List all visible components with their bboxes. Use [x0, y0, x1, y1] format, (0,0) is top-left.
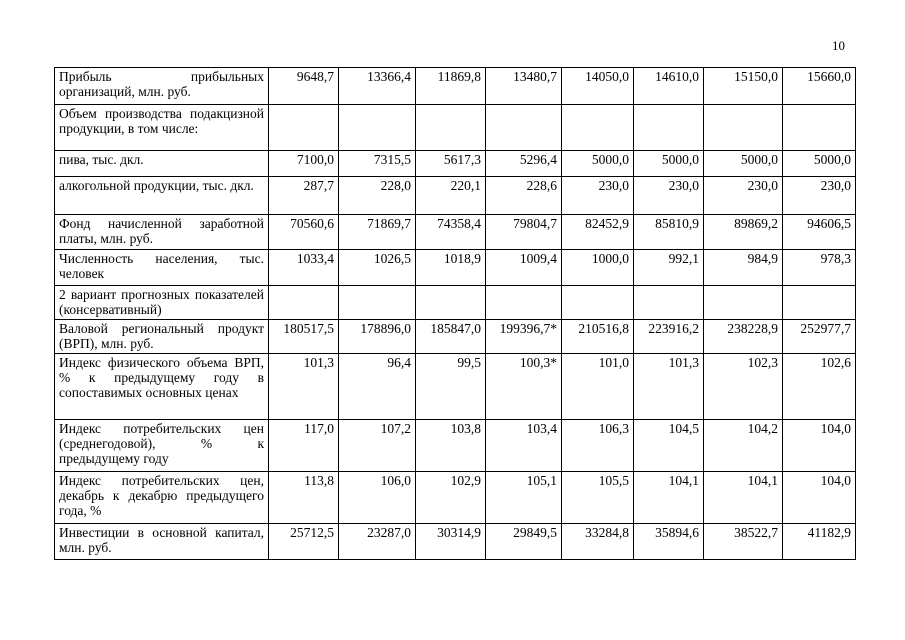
value-cell: 252977,7: [783, 320, 856, 354]
value-cell: 117,0: [269, 420, 339, 472]
value-cell: 106,3: [562, 420, 634, 472]
value-cell: [783, 105, 856, 151]
value-cell: 14050,0: [562, 68, 634, 105]
value-cell: [783, 286, 856, 320]
forecast-table: [54, 67, 856, 560]
value-cell: 101,3: [269, 354, 339, 420]
row-label: Фонд начисленной заработной платы, млн. руб.: [55, 215, 269, 250]
value-cell: 1000,0: [562, 250, 634, 286]
value-cell: 5617,3: [416, 151, 486, 177]
table-row: [55, 354, 856, 420]
value-cell: 210516,8: [562, 320, 634, 354]
table-row: [55, 420, 856, 472]
value-cell: [416, 105, 486, 151]
value-cell: 228,6: [486, 177, 562, 215]
value-cell: 7315,5: [339, 151, 416, 177]
value-cell: 79804,7: [486, 215, 562, 250]
value-cell: [269, 105, 339, 151]
value-cell: 102,6: [783, 354, 856, 420]
value-cell: 94606,5: [783, 215, 856, 250]
value-cell: 1009,4: [486, 250, 562, 286]
value-cell: 105,5: [562, 472, 634, 524]
value-cell: 7100,0: [269, 151, 339, 177]
value-cell: 74358,4: [416, 215, 486, 250]
value-cell: 104,1: [704, 472, 783, 524]
value-cell: 5000,0: [783, 151, 856, 177]
value-cell: 5000,0: [562, 151, 634, 177]
value-cell: 99,5: [416, 354, 486, 420]
value-cell: 230,0: [634, 177, 704, 215]
value-cell: 5296,4: [486, 151, 562, 177]
table-row: [55, 250, 856, 286]
value-cell: 287,7: [269, 177, 339, 215]
value-cell: 230,0: [562, 177, 634, 215]
row-label: Численность населения, тыс. человек: [55, 250, 269, 286]
value-cell: [562, 286, 634, 320]
value-cell: 85810,9: [634, 215, 704, 250]
row-label: Валовой региональный продукт (ВРП), млн. руб.: [55, 320, 269, 354]
value-cell: 220,1: [416, 177, 486, 215]
table-row: [55, 151, 856, 177]
value-cell: [562, 105, 634, 151]
table-row: [55, 286, 856, 320]
value-cell: 33284,8: [562, 524, 634, 560]
value-cell: 228,0: [339, 177, 416, 215]
value-cell: 101,0: [562, 354, 634, 420]
value-cell: [269, 286, 339, 320]
value-cell: 113,8: [269, 472, 339, 524]
row-label: Индекс потребительских цен (среднегодовой), % к предыдущему году: [55, 420, 269, 472]
table-row: [55, 320, 856, 354]
value-cell: 178896,0: [339, 320, 416, 354]
value-cell: 103,4: [486, 420, 562, 472]
value-cell: 71869,7: [339, 215, 416, 250]
value-cell: 104,5: [634, 420, 704, 472]
value-cell: 30314,9: [416, 524, 486, 560]
value-cell: 104,1: [634, 472, 704, 524]
value-cell: 1018,9: [416, 250, 486, 286]
value-cell: 978,3: [783, 250, 856, 286]
value-cell: 35894,6: [634, 524, 704, 560]
value-cell: [634, 105, 704, 151]
row-label: Индекс потребительских цен, декабрь к декабрю предыдущего года, %: [55, 472, 269, 524]
value-cell: 9648,7: [269, 68, 339, 105]
value-cell: 5000,0: [704, 151, 783, 177]
value-cell: 15150,0: [704, 68, 783, 105]
value-cell: 185847,0: [416, 320, 486, 354]
value-cell: 25712,5: [269, 524, 339, 560]
value-cell: 11869,8: [416, 68, 486, 105]
value-cell: 41182,9: [783, 524, 856, 560]
value-cell: 103,8: [416, 420, 486, 472]
value-cell: 230,0: [783, 177, 856, 215]
value-cell: 5000,0: [634, 151, 704, 177]
table-row: [55, 524, 856, 560]
row-label: Инвестиции в основной капитал, млн. руб.: [55, 524, 269, 560]
value-cell: 101,3: [634, 354, 704, 420]
row-label: Прибыль прибыльных организаций, млн. руб.: [55, 68, 269, 105]
value-cell: [339, 105, 416, 151]
value-cell: 230,0: [704, 177, 783, 215]
value-cell: 1033,4: [269, 250, 339, 286]
table-row: [55, 177, 856, 215]
value-cell: 106,0: [339, 472, 416, 524]
row-label: пива, тыс. дкл.: [55, 151, 269, 177]
value-cell: [486, 286, 562, 320]
row-label: 2 вариант прогнозных показателей (консервативный): [55, 286, 269, 320]
value-cell: [416, 286, 486, 320]
value-cell: 984,9: [704, 250, 783, 286]
row-label: Индекс физического объема ВРП, % к предыдущему году в сопоставимых основных ценах: [55, 354, 269, 420]
value-cell: 180517,5: [269, 320, 339, 354]
value-cell: 100,3*: [486, 354, 562, 420]
row-label: алкогольной продукции, тыс. дкл.: [55, 177, 269, 215]
row-label: Объем производства подакцизной продукции, в том числе:: [55, 105, 269, 151]
value-cell: 199396,7*: [486, 320, 562, 354]
value-cell: 23287,0: [339, 524, 416, 560]
table-row: [55, 215, 856, 250]
value-cell: 13366,4: [339, 68, 416, 105]
table-row: [55, 105, 856, 151]
value-cell: 70560,6: [269, 215, 339, 250]
page-number: 10: [832, 38, 845, 53]
value-cell: [339, 286, 416, 320]
value-cell: [486, 105, 562, 151]
value-cell: 13480,7: [486, 68, 562, 105]
value-cell: 105,1: [486, 472, 562, 524]
table-row: [55, 472, 856, 524]
value-cell: 107,2: [339, 420, 416, 472]
value-cell: 104,2: [704, 420, 783, 472]
value-cell: 992,1: [634, 250, 704, 286]
value-cell: 102,9: [416, 472, 486, 524]
value-cell: [634, 286, 704, 320]
value-cell: 238228,9: [704, 320, 783, 354]
value-cell: 1026,5: [339, 250, 416, 286]
value-cell: 104,0: [783, 420, 856, 472]
value-cell: 82452,9: [562, 215, 634, 250]
value-cell: 38522,7: [704, 524, 783, 560]
table-body: [55, 68, 856, 560]
value-cell: 14610,0: [634, 68, 704, 105]
value-cell: 29849,5: [486, 524, 562, 560]
value-cell: 223916,2: [634, 320, 704, 354]
value-cell: [704, 105, 783, 151]
table-row: [55, 68, 856, 105]
value-cell: [704, 286, 783, 320]
value-cell: 102,3: [704, 354, 783, 420]
value-cell: 89869,2: [704, 215, 783, 250]
value-cell: 104,0: [783, 472, 856, 524]
value-cell: 15660,0: [783, 68, 856, 105]
value-cell: 96,4: [339, 354, 416, 420]
